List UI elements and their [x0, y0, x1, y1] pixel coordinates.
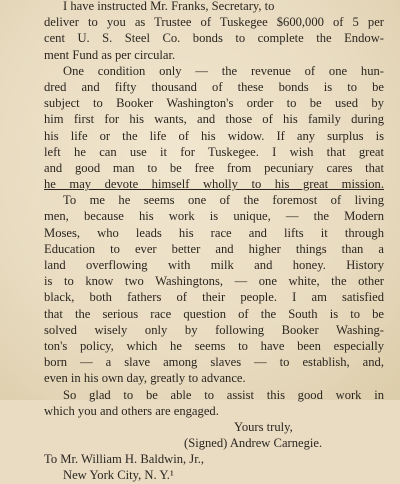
paragraph-3-line-9: solved wisely only by following Booker Washing-: [44, 322, 384, 337]
paragraph-3-line-3: Moses, who leads his race and lifts it through: [44, 225, 384, 240]
paragraph-3-line-10: ton's policy, which he seems to have been especially: [44, 338, 384, 353]
paragraph-3-line-12: even in his own day, greatly to advance.: [44, 371, 246, 386]
signature: (Signed) Andrew Carnegie.: [184, 436, 323, 451]
closing: Yours truly,: [234, 419, 293, 434]
paragraph-4-line-2: which you and others are engaged.: [44, 403, 219, 418]
paragraph-2-line-5: his life or the life of his widow. If any surplus is: [44, 128, 384, 143]
paragraph-3-line-1: To me he seems one of the foremost of living: [63, 193, 384, 208]
paragraph-3-line-8: that the serious race question of the South is to be: [44, 306, 384, 321]
paragraph-4-line-1: So glad to be able to assist this good work in: [63, 387, 384, 402]
paragraph-1-line-3: cent U. S. Steel Co. bonds to complete the Endow-: [44, 31, 384, 46]
paragraph-2-line-7: and good man to be free from pecuniary cares that: [44, 160, 384, 175]
paragraph-2-line-2: dred and fifty thousand of these bonds is to be: [44, 79, 384, 94]
letter-body: [44, 0, 384, 484]
paragraph-2-line-6: left he can use it for Tuskegee. I wish that great: [44, 144, 384, 159]
paragraph-2-line-8: he may devote himself wholly to his great mission.: [44, 177, 384, 192]
paragraph-2-line-3: subject to Booker Washington's order to be used by: [44, 96, 384, 111]
paragraph-3-line-2: men, because his work is unique, — the Modern: [44, 209, 384, 224]
paragraph-2-line-1: One condition only — the revenue of one hun-: [63, 63, 384, 78]
addressee-line-2: New York City, N. Y.¹: [63, 468, 174, 483]
addressee-line-1: To Mr. William H. Baldwin, Jr.,: [44, 452, 204, 467]
paragraph-3-line-4: Education to ever better and higher things than a: [44, 241, 384, 256]
paragraph-1-line-2: deliver to you as Trustee of Tuskegee $600,000 of 5 per: [44, 15, 384, 30]
paragraph-3-line-11: born — a slave among slaves — to establish, and,: [44, 355, 384, 370]
paragraph-3-line-7: black, both fathers of their people. I am satisfied: [44, 290, 384, 305]
paragraph-2-line-4: him first for his wants, and those of his family during: [44, 112, 384, 127]
paragraph-1-line-1: I have instructed Mr. Franks, Secretary, to: [63, 0, 275, 13]
paragraph-3-line-6: is to know two Washingtons, — one white, the other: [44, 274, 384, 289]
paragraph-3-line-5: land overflowing with milk and honey. History: [44, 258, 384, 272]
paragraph-1-line-4: ment Fund as per circular.: [44, 47, 176, 62]
